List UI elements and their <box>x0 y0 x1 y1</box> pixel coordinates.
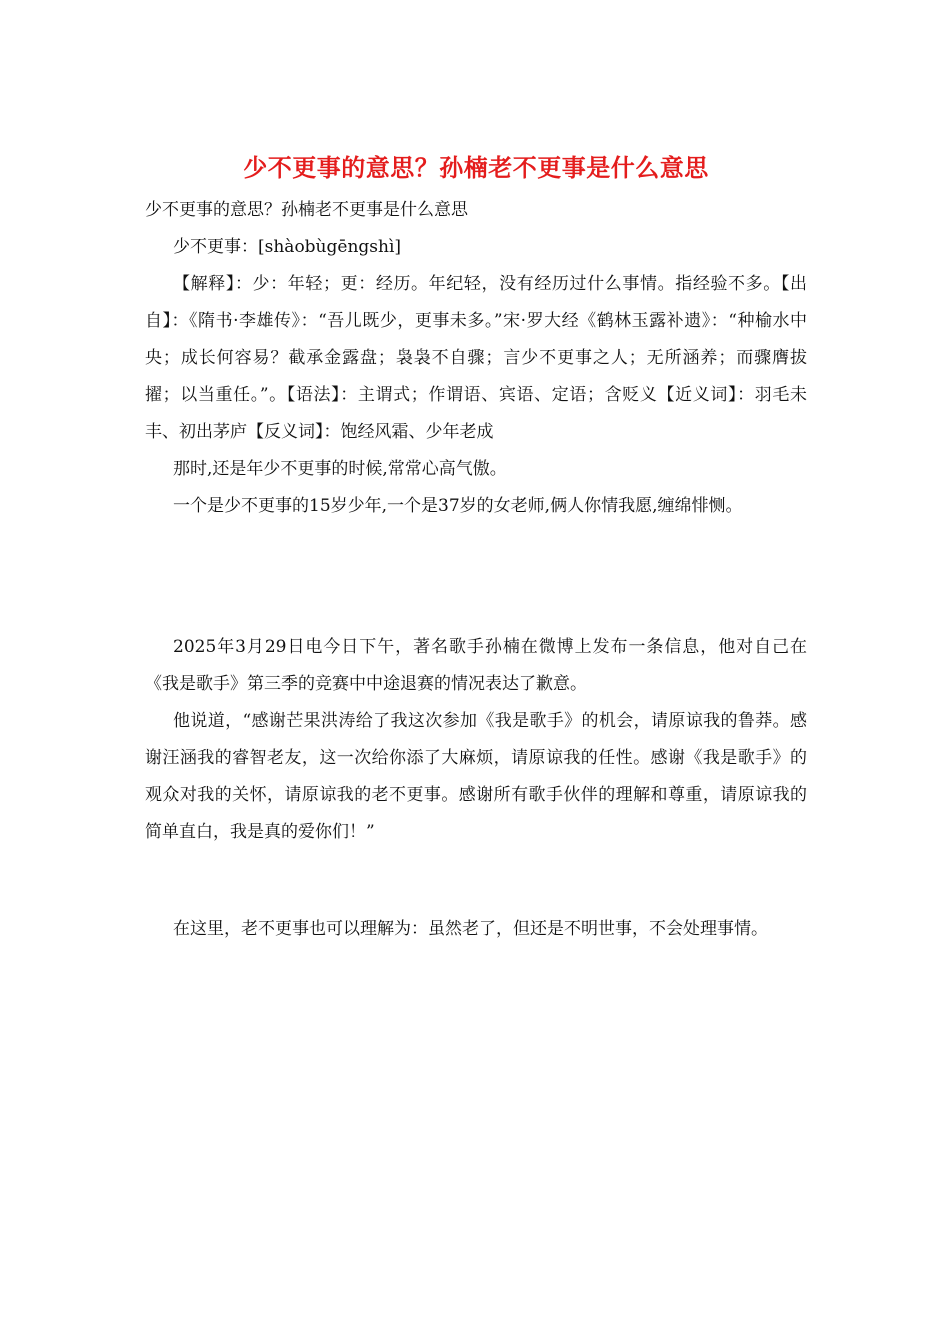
subtitle-paragraph: 少不更事的意思？孙楠老不更事是什么意思 <box>145 200 468 220</box>
document-page <box>145 150 807 948</box>
news-paragraph: 2025年3月29日电今日下午，著名歌手孙楠在微博上发布一条信息，他对自己在《我是歌手》第三季的竞赛中中途退赛的情况表达了歉意。 <box>145 637 807 694</box>
pinyin-paragraph: 少不更事：[shàobùgēngshì] <box>173 237 402 257</box>
quote-paragraph: 他说道，“感谢芒果洪涛给了我这次参加《我是歌手》的机会，请原谅我的鲁莽。感谢汪涵我的睿智老友，这一次给你添了大麻烦，请原谅我的任性。感谢《我是歌手》的观众对我的关怀，请原谅我的老不更事。感谢所有歌手伙伴的理解和尊重，请原谅我的简单直白，我是真的爱你们！” <box>145 711 807 842</box>
spacer <box>145 525 807 629</box>
spacer <box>145 851 807 911</box>
definition-paragraph: 【解释】：少：年轻；更：经历。年纪轻，没有经历过什么事情。指经验不多。【出自】：《隋书·李雄传》：“吾儿既少，更事未多。”宋·罗大经《鹤林玉露补遗》：“种榆水中央；成长何容易？截承金露盘；袅袅不自骤；言少不更事之人；无所涵养；而骤膺拔擢；以当重任。”。【语法】：主谓式；作谓语、宾语、定语；含贬义【近义词】：羽毛未丰、初出茅庐【反义词】：饱经风霜、少年老成 <box>145 274 807 442</box>
example-paragraph-1: 那时,还是年少不更事的时候,常常心高气傲。 <box>173 459 507 479</box>
conclusion-paragraph: 在这里，老不更事也可以理解为：虽然老了，但还是不明世事，不会处理事情。 <box>173 919 768 939</box>
example-paragraph-2: 一个是少不更事的15岁少年,一个是37岁的女老师,俩人你情我愿,缠绵悱恻。 <box>173 496 743 516</box>
document-title: 少不更事的意思？孙楠老不更事是什么意思 <box>243 153 709 182</box>
